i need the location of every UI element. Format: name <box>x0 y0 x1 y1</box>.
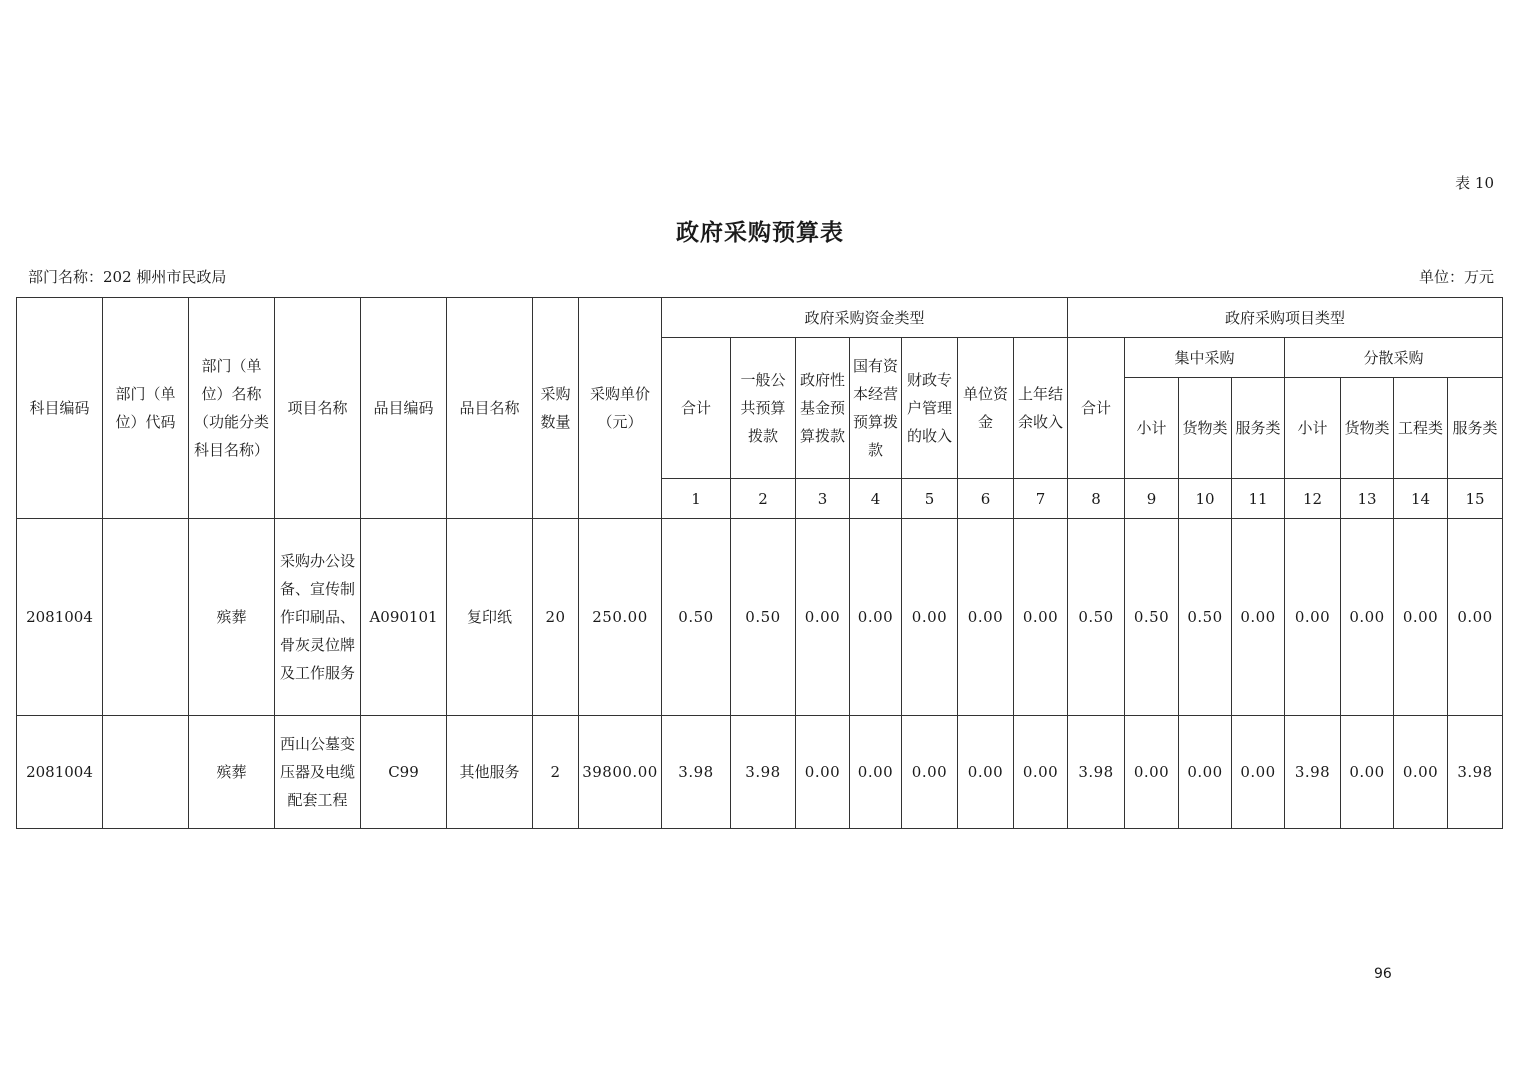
header-decentralized: 分散采购 <box>1285 338 1503 378</box>
cell-item-name: 复印纸 <box>447 519 533 716</box>
cell-value: 0.00 <box>1394 716 1448 829</box>
cell-value: 0.00 <box>1448 519 1503 716</box>
cell-value: 0.00 <box>1394 519 1448 716</box>
cell-dept-code <box>103 716 189 829</box>
column-number: 6 <box>958 479 1014 519</box>
column-number: 12 <box>1285 479 1341 519</box>
cell-value: 0.00 <box>1014 716 1068 829</box>
cell-project-name: 采购办公设备、宣传制作印刷品、骨灰灵位牌及工作服务 <box>275 519 361 716</box>
cell-value: 0.00 <box>902 519 958 716</box>
cell-value: 0.00 <box>1341 716 1394 829</box>
cell-quantity: 20 <box>533 519 579 716</box>
cell-unit-price: 250.00 <box>579 519 662 716</box>
department-name: 部门名称：202 柳州市民政局 <box>28 268 227 286</box>
header-item-name: 品目名称 <box>447 298 533 519</box>
header-centralized-goods: 货物类 <box>1179 378 1232 479</box>
header-state-capital-budget: 国有资本经营预算拨款 <box>850 338 902 479</box>
header-fund-total: 合计 <box>662 338 731 479</box>
column-number: 11 <box>1232 479 1285 519</box>
cell-value: 3.98 <box>731 716 796 829</box>
column-number: 1 <box>662 479 731 519</box>
column-number: 9 <box>1125 479 1179 519</box>
unit-label: 单位：万元 <box>1418 268 1494 286</box>
column-number: 4 <box>850 479 902 519</box>
cell-dept-name: 殡葬 <box>189 519 275 716</box>
header-unit-funds: 单位资金 <box>958 338 1014 479</box>
header-decentralized-subtotal: 小计 <box>1285 378 1341 479</box>
header-centralized-services: 服务类 <box>1232 378 1285 479</box>
cell-value: 0.50 <box>1179 519 1232 716</box>
column-number: 8 <box>1068 479 1125 519</box>
header-decentralized-goods: 货物类 <box>1341 378 1394 479</box>
cell-subject-code: 2081004 <box>17 519 103 716</box>
cell-dept-code <box>103 519 189 716</box>
header-fiscal-special-income: 财政专户管理的收入 <box>902 338 958 479</box>
cell-value: 3.98 <box>1285 716 1341 829</box>
header-decentralized-engineering: 工程类 <box>1394 378 1448 479</box>
cell-value: 3.98 <box>1448 716 1503 829</box>
cell-unit-price: 39800.00 <box>579 716 662 829</box>
cell-value: 0.50 <box>662 519 731 716</box>
header-dept-code: 部门（单位）代码 <box>103 298 189 519</box>
header-centralized: 集中采购 <box>1125 338 1285 378</box>
cell-value: 0.00 <box>1285 519 1341 716</box>
cell-quantity: 2 <box>533 716 579 829</box>
header-centralized-subtotal: 小计 <box>1125 378 1179 479</box>
column-number: 13 <box>1341 479 1394 519</box>
column-number: 2 <box>731 479 796 519</box>
header-subject-code: 科目编码 <box>17 298 103 519</box>
header-dept-name: 部门（单位）名称（功能分类科目名称） <box>189 298 275 519</box>
header-project-total: 合计 <box>1068 338 1125 479</box>
column-number: 15 <box>1448 479 1503 519</box>
header-unit-price: 采购单价（元） <box>579 298 662 519</box>
cell-value: 0.00 <box>796 716 850 829</box>
cell-value: 0.00 <box>958 716 1014 829</box>
header-project-name: 项目名称 <box>275 298 361 519</box>
cell-item-code: A090101 <box>361 519 447 716</box>
cell-item-code: C99 <box>361 716 447 829</box>
page-number: 96 <box>1374 966 1392 982</box>
header-item-code: 品目编码 <box>361 298 447 519</box>
column-number: 3 <box>796 479 850 519</box>
cell-value: 0.00 <box>796 519 850 716</box>
cell-value: 0.50 <box>1068 519 1125 716</box>
header-gov-fund-budget: 政府性基金预算拨款 <box>796 338 850 479</box>
header-project-type-group: 政府采购项目类型 <box>1068 298 1503 338</box>
header-fund-type-group: 政府采购资金类型 <box>662 298 1068 338</box>
cell-dept-name: 殡葬 <box>189 716 275 829</box>
cell-value: 0.00 <box>1179 716 1232 829</box>
cell-value: 0.00 <box>850 519 902 716</box>
table-row <box>17 716 1503 829</box>
cell-value: 0.00 <box>902 716 958 829</box>
column-number: 14 <box>1394 479 1448 519</box>
cell-value: 3.98 <box>662 716 731 829</box>
column-number: 7 <box>1014 479 1068 519</box>
header-general-public-budget: 一般公共预算拨款 <box>731 338 796 479</box>
header-decentralized-services: 服务类 <box>1448 378 1503 479</box>
page-title: 政府采购预算表 <box>676 219 844 246</box>
cell-value: 0.00 <box>958 519 1014 716</box>
cell-value: 3.98 <box>1068 716 1125 829</box>
cell-value: 0.00 <box>1232 519 1285 716</box>
procurement-budget-table <box>16 297 1503 829</box>
header-quantity: 采购数量 <box>533 298 579 519</box>
cell-value: 0.00 <box>1232 716 1285 829</box>
column-number: 5 <box>902 479 958 519</box>
column-number: 10 <box>1179 479 1232 519</box>
cell-subject-code: 2081004 <box>17 716 103 829</box>
cell-value: 0.00 <box>1125 716 1179 829</box>
header-prior-year-balance: 上年结余收入 <box>1014 338 1068 479</box>
cell-item-name: 其他服务 <box>447 716 533 829</box>
cell-value: 0.00 <box>1014 519 1068 716</box>
cell-value: 0.50 <box>731 519 796 716</box>
table-row <box>17 519 1503 716</box>
cell-value: 0.00 <box>850 716 902 829</box>
table-label: 表 10 <box>1455 174 1494 192</box>
cell-value: 0.50 <box>1125 519 1179 716</box>
cell-project-name: 西山公墓变压器及电缆配套工程 <box>275 716 361 829</box>
cell-value: 0.00 <box>1341 519 1394 716</box>
